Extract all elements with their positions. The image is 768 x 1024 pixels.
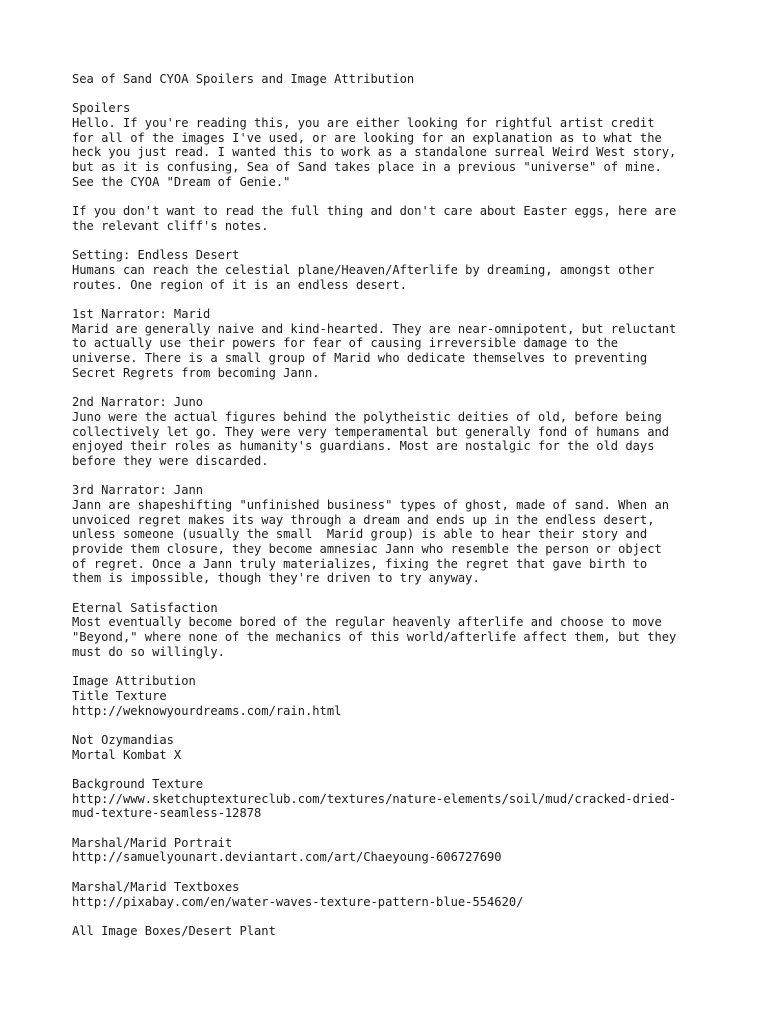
- section-spoilers: [72, 101, 712, 189]
- section-heading: Image Attribution: [72, 674, 196, 689]
- section-heading: Background Texture: [72, 777, 204, 791]
- text-line: "Beyond," where none of the mechanics of this world/afterlife affect them, but they: [72, 630, 677, 645]
- text-line: universe. There is a small group of Marid who dedicate themselves to preventing: [72, 351, 648, 366]
- text-line: unvoiced regret makes its way through a dream and ends up in the endless desert,: [72, 512, 655, 527]
- section-heading: Marshal/Marid Textboxes: [72, 879, 240, 894]
- text-line: Title Texture: [72, 688, 167, 703]
- section-heading: Setting: Endless Desert: [72, 248, 240, 263]
- text-line: http://pixabay.com/en/water-waves-texture-pattern-blue-554620/: [72, 894, 524, 909]
- text-line: routes. One region of it is an endless desert.: [72, 277, 407, 292]
- section-heading: Eternal Satisfaction: [72, 600, 218, 615]
- text-line: Mortal Kombat X: [72, 747, 182, 762]
- text-line: enjoyed their roles as humanity's guardians. Most are nostalgic for the old days: [72, 439, 655, 454]
- section-setting: [72, 248, 712, 292]
- text-line: See the CYOA "Dream of Genie.": [72, 174, 291, 189]
- text-line: the relevant cliff's notes.: [72, 218, 269, 233]
- text-line: before they were discarded.: [72, 453, 269, 468]
- text-line: http://samuelyounart.deviantart.com/art/Chaeyoung-606727690: [72, 850, 502, 865]
- text-line: mud-texture-seamless-12878: [72, 806, 262, 821]
- section-not-ozymandias: [72, 733, 712, 762]
- section-marid-textboxes: [72, 880, 712, 909]
- text-line: to actually use their powers for fear of causing irreversible damage to the: [72, 336, 619, 351]
- document-title: Sea of Sand CYOA Spoilers and Image Attribution: [72, 72, 415, 86]
- section-background-texture: [72, 777, 712, 821]
- text-line: Secret Regrets from becoming Jann.: [72, 365, 320, 380]
- section-heading: All Image Boxes/Desert Plant: [72, 923, 276, 938]
- section-image-boxes: [72, 924, 712, 939]
- section-narrator-1: [72, 307, 712, 380]
- text-line: collectively let go. They were very temperamental but generally fond of humans and: [72, 424, 670, 439]
- text-line: Jann are shapeshifting "unfinished business" types of ghost, made of sand. When an: [72, 497, 670, 512]
- text-line: unless someone (usually the small Marid group) is able to hear their story and: [72, 527, 648, 542]
- text-line: them is impossible, though they're driven to try anyway.: [72, 571, 480, 586]
- text-line: Juno were the actual figures behind the polytheistic deities of old, before being: [72, 409, 662, 424]
- text-line: heck you just read. I wanted this to work as a standalone surreal Weird West story,: [72, 145, 677, 160]
- section-heading: 2nd Narrator: Juno: [72, 395, 204, 410]
- section-eternal-satisfaction: [72, 601, 712, 660]
- section-marid-portrait: [72, 836, 712, 865]
- section-heading: 1st Narrator: Marid: [72, 307, 211, 321]
- text-line: but as it is confusing, Sea of Sand takes place in a previous "universe" of mine.: [72, 160, 662, 175]
- text-line: must do so willingly.: [72, 644, 225, 659]
- section-heading: Spoilers: [72, 101, 131, 116]
- document-page: [72, 72, 712, 953]
- text-line: Hello. If you're reading this, you are either looking for rightful artist credit: [72, 116, 655, 131]
- text-line: for all of the images I've used, or are looking for an explanation as to what the: [72, 130, 662, 145]
- text-line: Most eventually become bored of the regular heavenly afterlife and choose to move: [72, 615, 662, 630]
- text-line: http://www.sketchuptextureclub.com/textures/nature-elements/soil/mud/cracked-dried-: [72, 791, 677, 806]
- document-title-block: [72, 72, 712, 87]
- text-line: Humans can reach the celestial plane/Heaven/Afterlife by dreaming, amongst other: [72, 262, 655, 277]
- text-line: Marid are generally naive and kind-hearted. They are near-omnipotent, but reluctant: [72, 321, 677, 336]
- section-heading: If you don't want to read the full thing and don't care about Easter eggs, here are: [72, 204, 677, 219]
- text-line: of regret. Once a Jann truly materializes, fixing the regret that gave birth to: [72, 556, 648, 571]
- section-narrator-2: [72, 395, 712, 468]
- document-body: [72, 101, 712, 938]
- text-line: http://weknowyourdreams.com/rain.html: [72, 703, 342, 718]
- section-image-attribution: [72, 674, 712, 718]
- section-cliffs-notes: [72, 204, 712, 233]
- section-heading: 3rd Narrator: Jann: [72, 483, 204, 498]
- section-heading: Marshal/Marid Portrait: [72, 835, 233, 850]
- section-narrator-3: [72, 483, 712, 586]
- section-heading: Not Ozymandias: [72, 732, 174, 747]
- text-line: provide them closure, they become amnesiac Jann who resemble the person or object: [72, 542, 662, 556]
